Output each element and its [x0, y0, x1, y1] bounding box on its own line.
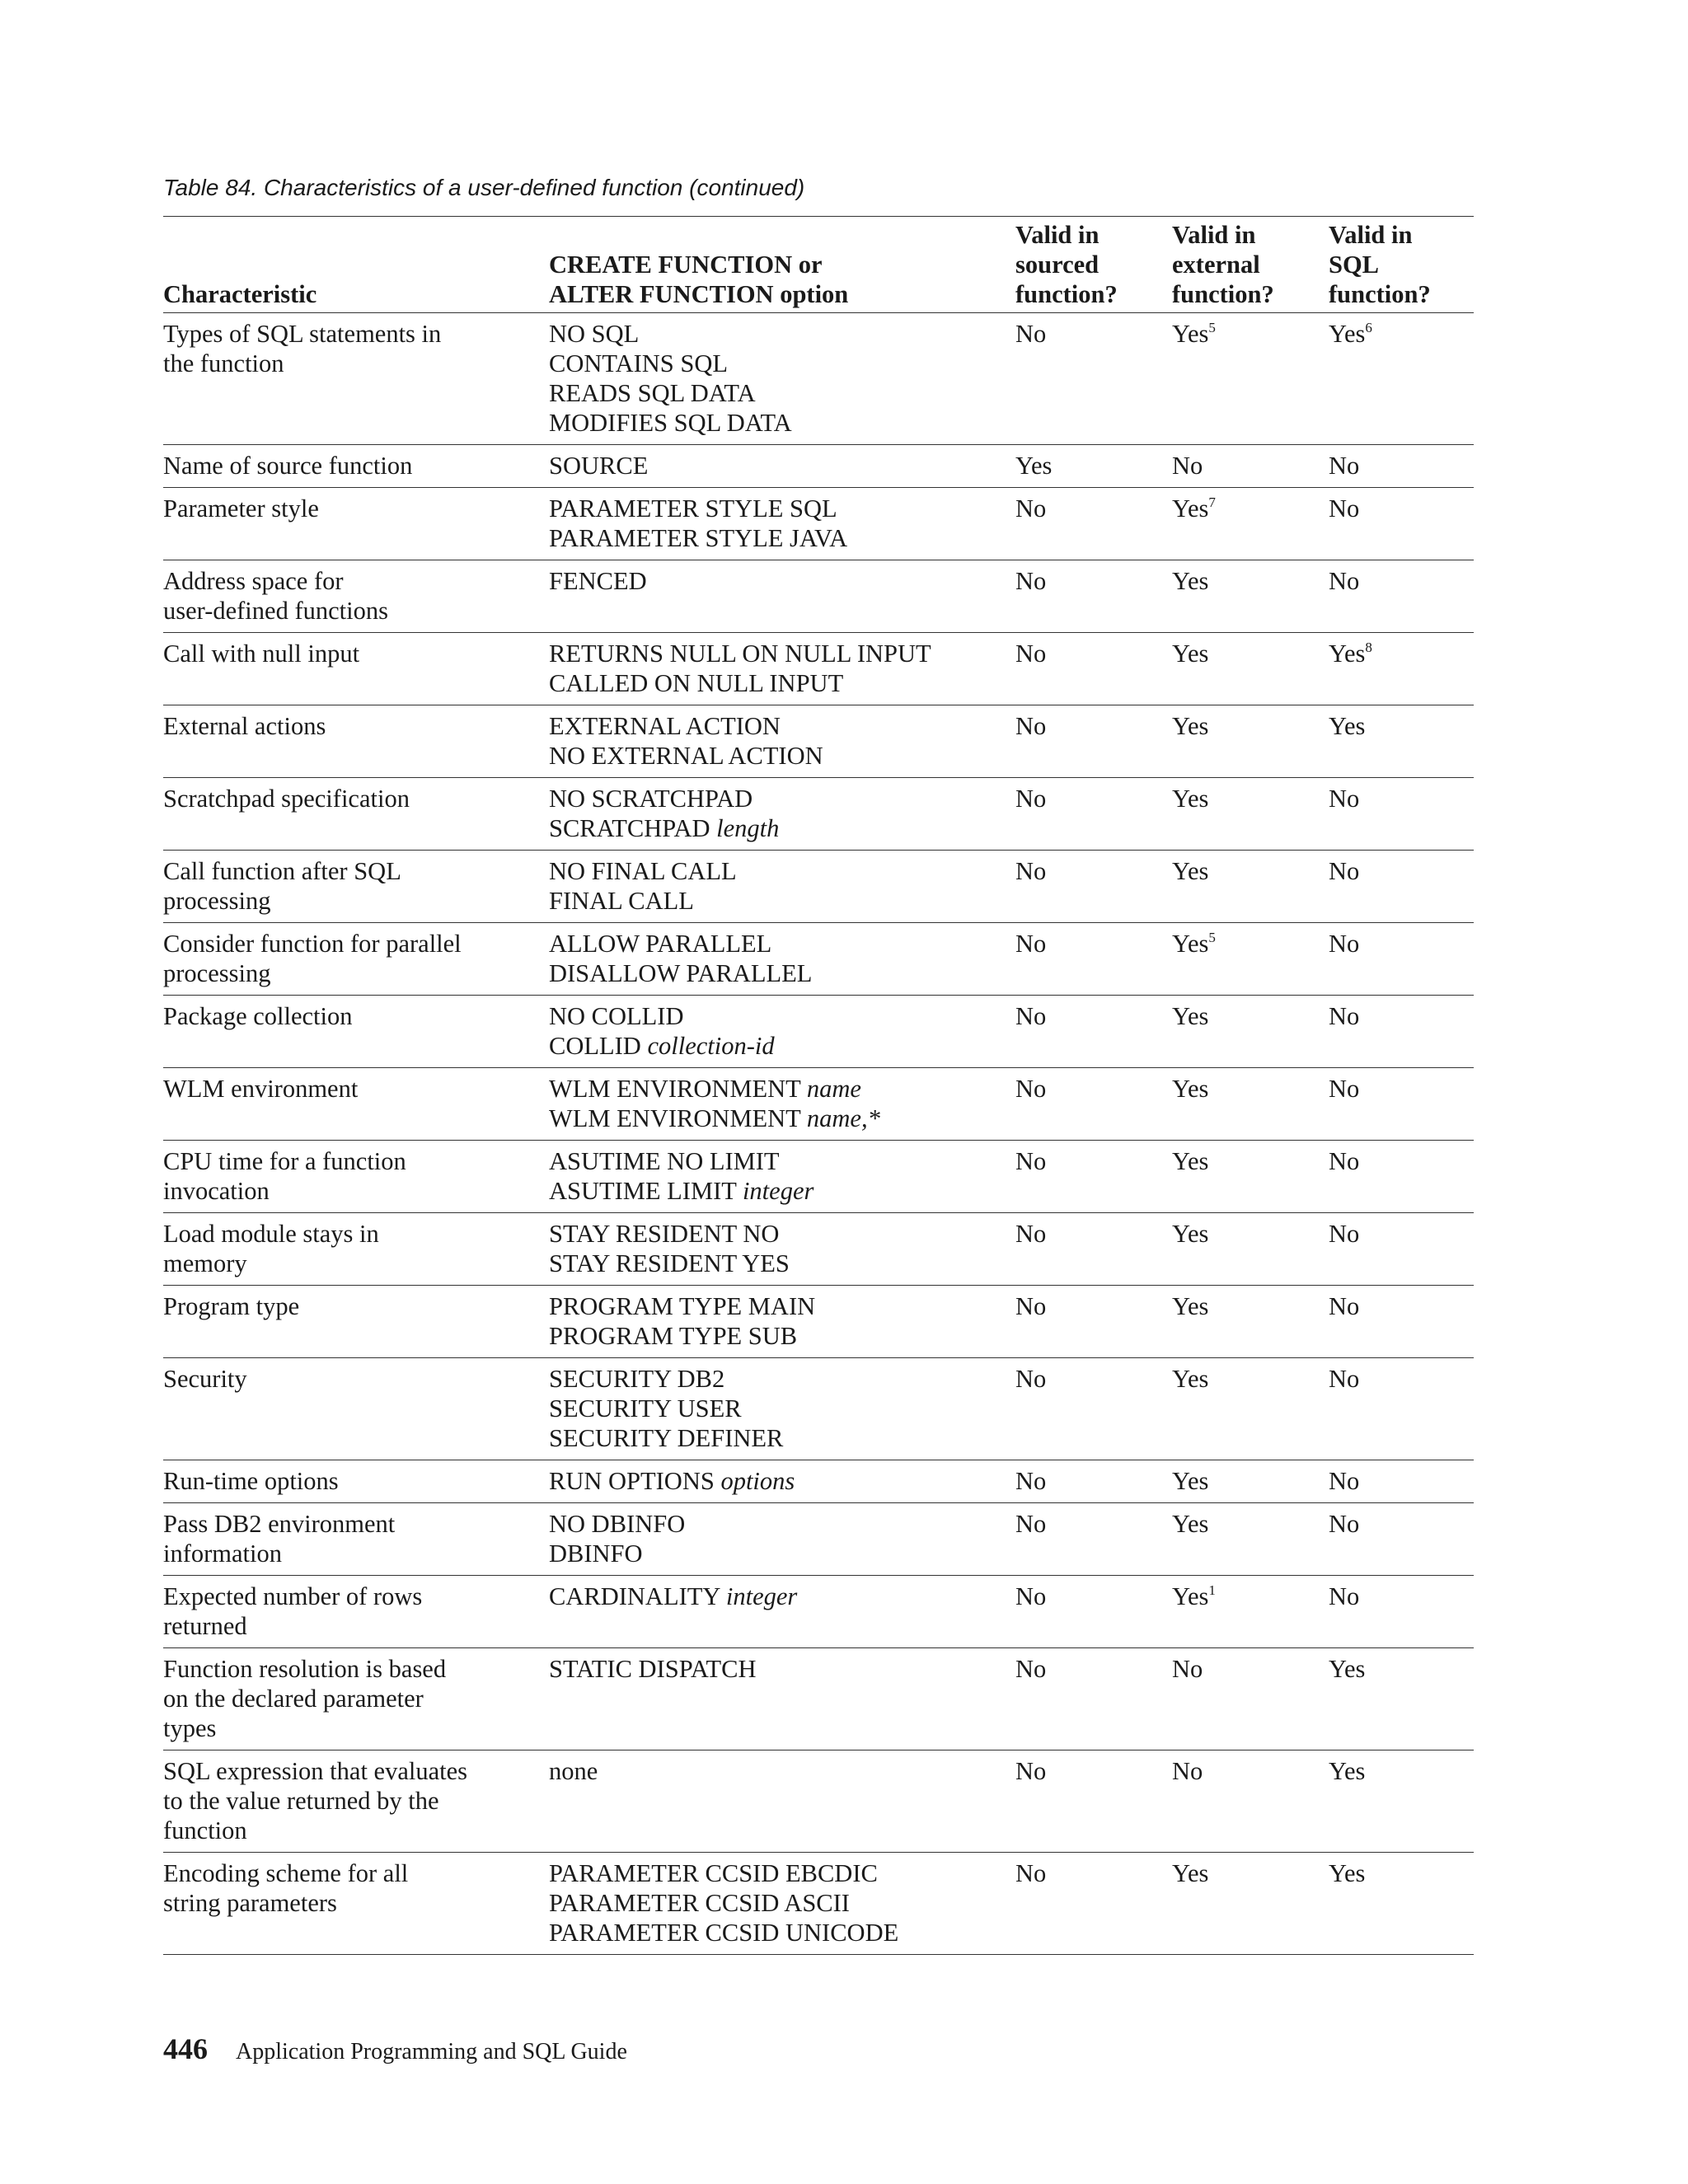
- cell-option: [549, 1068, 1015, 1141]
- cell-option: [549, 560, 1015, 633]
- option-line: CONTAINS SQL: [549, 349, 728, 377]
- cell-valid-external: Yes$^5$: [1172, 313, 1329, 445]
- cell-option: [549, 996, 1015, 1068]
- option-line: READS SQL DATA: [549, 379, 756, 407]
- cell-characteristic: Pass DB2 environment information: [163, 1503, 549, 1576]
- cell-valid-sourced: No: [1015, 1853, 1172, 1955]
- cell-characteristic: Address space for user-defined functions: [163, 560, 549, 633]
- cell-valid-external: No: [1172, 445, 1329, 488]
- cell-option: [549, 1503, 1015, 1576]
- cell-option: [549, 705, 1015, 778]
- table-row: [163, 1576, 1474, 1648]
- option-line: EXTERNAL ACTION: [549, 712, 781, 740]
- cell-valid-sql: No: [1329, 1460, 1474, 1503]
- cell-valid-sourced: No: [1015, 1358, 1172, 1460]
- cell-characteristic: Name of source function: [163, 445, 549, 488]
- cell-characteristic: Load module stays in memory: [163, 1213, 549, 1286]
- option-line: ALLOW PARALLEL: [549, 930, 772, 958]
- table-row: [163, 488, 1474, 560]
- cell-option: [549, 445, 1015, 488]
- option-line: CARDINALITY integer: [549, 1582, 798, 1610]
- table-row: [163, 1460, 1474, 1503]
- cell-option: [549, 1648, 1015, 1750]
- cell-option: [549, 1576, 1015, 1648]
- table-caption: Table 84. Characteristics of a user-defined function (continued): [163, 175, 805, 200]
- option-line: PARAMETER STYLE JAVA: [549, 524, 848, 552]
- table-row: [163, 1750, 1474, 1853]
- cell-option: [549, 488, 1015, 560]
- option-line: SCRATCHPAD length: [549, 814, 780, 842]
- cell-valid-sourced: No: [1015, 488, 1172, 560]
- option-line: ASUTIME LIMIT integer: [549, 1177, 814, 1205]
- option-line: PROGRAM TYPE MAIN: [549, 1292, 816, 1320]
- option-line: PROGRAM TYPE SUB: [549, 1322, 798, 1350]
- option-line: WLM ENVIRONMENT name: [549, 1075, 861, 1103]
- cell-valid-sourced: No: [1015, 313, 1172, 445]
- table-row: [163, 1213, 1474, 1286]
- cell-valid-sourced: No: [1015, 1648, 1172, 1750]
- cell-valid-sql: No: [1329, 923, 1474, 996]
- cell-valid-sourced: Yes: [1015, 445, 1172, 488]
- cell-valid-sql: Yes$^6$: [1329, 313, 1474, 445]
- option-line: ASUTIME NO LIMIT: [549, 1147, 780, 1175]
- page-footer: [163, 2032, 627, 2066]
- cell-characteristic: CPU time for a function invocation: [163, 1141, 549, 1213]
- option-line: PARAMETER STYLE SQL: [549, 494, 837, 523]
- cell-valid-external: Yes: [1172, 1853, 1329, 1955]
- option-line: NO FINAL CALL: [549, 857, 737, 885]
- option-line: RETURNS NULL ON NULL INPUT: [549, 640, 931, 668]
- table-row: [163, 778, 1474, 851]
- cell-valid-sql: No: [1329, 560, 1474, 633]
- cell-characteristic: SQL expression that evaluates to the value returned by the function: [163, 1750, 549, 1853]
- cell-valid-sql: No: [1329, 1358, 1474, 1460]
- cell-valid-external: Yes$^7$: [1172, 488, 1329, 560]
- cell-option: [549, 633, 1015, 705]
- cell-option: [549, 1460, 1015, 1503]
- table-row: [163, 705, 1474, 778]
- cell-valid-sql: No: [1329, 1141, 1474, 1213]
- cell-valid-external: Yes: [1172, 1213, 1329, 1286]
- table-body: [163, 313, 1474, 1955]
- option-line: STATIC DISPATCH: [549, 1655, 757, 1683]
- cell-valid-sourced: No: [1015, 1503, 1172, 1576]
- table-row: [163, 1853, 1474, 1955]
- option-line: STAY RESIDENT NO: [549, 1220, 780, 1248]
- cell-valid-sql: No: [1329, 445, 1474, 488]
- footnote-ref: 7: [1208, 494, 1216, 510]
- table-row: [163, 1503, 1474, 1576]
- table-row: [163, 313, 1474, 445]
- cell-valid-sourced: No: [1015, 1141, 1172, 1213]
- characteristics-table: [163, 216, 1474, 1955]
- table-row: [163, 445, 1474, 488]
- table-row: [163, 1068, 1474, 1141]
- table-row: [163, 633, 1474, 705]
- option-line: SECURITY USER: [549, 1394, 742, 1422]
- cell-valid-sql: No: [1329, 1068, 1474, 1141]
- cell-valid-external: Yes: [1172, 1503, 1329, 1576]
- table-row: [163, 560, 1474, 633]
- cell-characteristic: Run-time options: [163, 1460, 549, 1503]
- option-line: WLM ENVIRONMENT name,*: [549, 1104, 880, 1132]
- table-row: [163, 996, 1474, 1068]
- cell-valid-sourced: No: [1015, 1750, 1172, 1853]
- cell-valid-sql: Yes$^8$: [1329, 633, 1474, 705]
- option-line: MODIFIES SQL DATA: [549, 409, 792, 437]
- table-row: [163, 1141, 1474, 1213]
- cell-valid-sql: No: [1329, 996, 1474, 1068]
- option-line: SOURCE: [549, 452, 649, 480]
- option-line: SECURITY DEFINER: [549, 1424, 784, 1452]
- option-line: NO DBINFO: [549, 1510, 686, 1538]
- cell-valid-external: Yes: [1172, 1286, 1329, 1358]
- cell-valid-sourced: No: [1015, 851, 1172, 923]
- table-row: [163, 923, 1474, 996]
- cell-option: [549, 1750, 1015, 1853]
- cell-characteristic: WLM environment: [163, 1068, 549, 1141]
- cell-characteristic: Types of SQL statements in the function: [163, 313, 549, 445]
- cell-valid-sourced: No: [1015, 1460, 1172, 1503]
- cell-characteristic: Expected number of rows returned: [163, 1576, 549, 1648]
- cell-valid-external: Yes: [1172, 851, 1329, 923]
- option-line: NO EXTERNAL ACTION: [549, 742, 823, 770]
- cell-valid-external: Yes$^1$: [1172, 1576, 1329, 1648]
- option-line: FINAL CALL: [549, 887, 694, 915]
- cell-characteristic: Scratchpad specification: [163, 778, 549, 851]
- cell-valid-sourced: No: [1015, 705, 1172, 778]
- cell-characteristic: Consider function for parallel processing: [163, 923, 549, 996]
- option-line: DBINFO: [549, 1540, 643, 1568]
- cell-valid-sql: No: [1329, 1503, 1474, 1576]
- option-line: NO SCRATCHPAD: [549, 785, 753, 813]
- cell-characteristic: Call function after SQL processing: [163, 851, 549, 923]
- cell-valid-sql: Yes: [1329, 1750, 1474, 1853]
- cell-valid-sql: No: [1329, 1286, 1474, 1358]
- footnote-ref: 5: [1208, 320, 1216, 335]
- cell-valid-external: Yes: [1172, 1141, 1329, 1213]
- cell-option: [549, 1213, 1015, 1286]
- cell-valid-external: Yes: [1172, 705, 1329, 778]
- table-header-row: [163, 217, 1474, 313]
- footnote-ref: 1: [1208, 1582, 1216, 1598]
- cell-valid-sourced: No: [1015, 923, 1172, 996]
- cell-characteristic: Package collection: [163, 996, 549, 1068]
- cell-valid-sourced: No: [1015, 778, 1172, 851]
- cell-characteristic: Program type: [163, 1286, 549, 1358]
- cell-valid-external: Yes: [1172, 1358, 1329, 1460]
- cell-characteristic: External actions: [163, 705, 549, 778]
- cell-valid-sql: Yes: [1329, 705, 1474, 778]
- cell-option: [549, 923, 1015, 996]
- cell-characteristic: Function resolution is based on the declared parameter types: [163, 1648, 549, 1750]
- cell-valid-sourced: No: [1015, 633, 1172, 705]
- cell-valid-sourced: No: [1015, 1576, 1172, 1648]
- option-line: PARAMETER CCSID UNICODE: [549, 1919, 899, 1947]
- cell-option: [549, 1853, 1015, 1955]
- option-line: DISALLOW PARALLEL: [549, 959, 813, 987]
- cell-valid-sourced: No: [1015, 560, 1172, 633]
- cell-option: [549, 851, 1015, 923]
- cell-characteristic: Parameter style: [163, 488, 549, 560]
- option-line: STAY RESIDENT YES: [549, 1249, 790, 1277]
- cell-valid-sourced: No: [1015, 1213, 1172, 1286]
- cell-valid-sql: No: [1329, 488, 1474, 560]
- cell-characteristic: Security: [163, 1358, 549, 1460]
- header-valid-sql: Valid in SQL function?: [1329, 217, 1474, 313]
- option-line: PARAMETER CCSID ASCII: [549, 1889, 850, 1917]
- cell-valid-sql: Yes: [1329, 1853, 1474, 1955]
- table-row: [163, 1286, 1474, 1358]
- cell-valid-external: Yes: [1172, 778, 1329, 851]
- header-option: CREATE FUNCTION or ALTER FUNCTION option: [549, 217, 1015, 313]
- cell-valid-sql: Yes: [1329, 1648, 1474, 1750]
- cell-valid-external: Yes: [1172, 996, 1329, 1068]
- cell-valid-sourced: No: [1015, 1068, 1172, 1141]
- table-row: [163, 851, 1474, 923]
- option-line: PARAMETER CCSID EBCDIC: [549, 1859, 878, 1887]
- option-line: COLLID collection-id: [549, 1032, 775, 1060]
- cell-option: [549, 1358, 1015, 1460]
- cell-option: [549, 1141, 1015, 1213]
- header-characteristic: Characteristic: [163, 217, 549, 313]
- cell-valid-sourced: No: [1015, 996, 1172, 1068]
- cell-valid-external: Yes: [1172, 1460, 1329, 1503]
- header-valid-sourced: Valid in sourced function?: [1015, 217, 1172, 313]
- cell-option: [549, 1286, 1015, 1358]
- option-line: none: [549, 1757, 598, 1785]
- cell-characteristic: Encoding scheme for all string parameters: [163, 1853, 549, 1955]
- cell-valid-sourced: No: [1015, 1286, 1172, 1358]
- option-line: RUN OPTIONS options: [549, 1467, 795, 1495]
- cell-valid-sql: No: [1329, 778, 1474, 851]
- option-line: SECURITY DB2: [549, 1365, 725, 1393]
- cell-valid-external: No: [1172, 1648, 1329, 1750]
- table-row: [163, 1358, 1474, 1460]
- footnote-ref: 5: [1208, 930, 1216, 945]
- cell-characteristic: Call with null input: [163, 633, 549, 705]
- page-number: 446: [163, 2032, 208, 2065]
- option-line: FENCED: [549, 567, 647, 595]
- option-line: NO COLLID: [549, 1002, 684, 1030]
- cell-valid-external: Yes: [1172, 633, 1329, 705]
- header-valid-external: Valid in external function?: [1172, 217, 1329, 313]
- cell-valid-external: Yes: [1172, 560, 1329, 633]
- option-line: CALLED ON NULL INPUT: [549, 669, 844, 697]
- cell-valid-external: No: [1172, 1750, 1329, 1853]
- table-row: [163, 1648, 1474, 1750]
- cell-valid-external: Yes$^5$: [1172, 923, 1329, 996]
- cell-valid-external: Yes: [1172, 1068, 1329, 1141]
- cell-valid-sql: No: [1329, 1213, 1474, 1286]
- cell-option: [549, 313, 1015, 445]
- cell-valid-sql: No: [1329, 1576, 1474, 1648]
- footnote-ref: 6: [1365, 320, 1372, 335]
- cell-option: [549, 778, 1015, 851]
- option-line: NO SQL: [549, 320, 640, 348]
- book-title: Application Programming and SQL Guide: [236, 2039, 627, 2064]
- cell-valid-sql: No: [1329, 851, 1474, 923]
- footnote-ref: 8: [1365, 640, 1372, 655]
